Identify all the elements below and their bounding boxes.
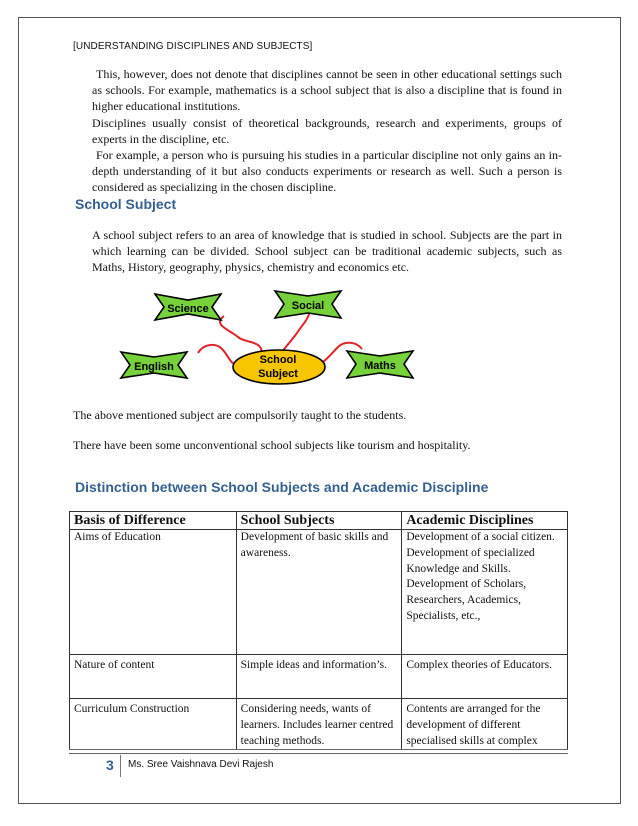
distinction-heading: Distinction between School Subjects and Academic Discipline [75,479,489,495]
node-science: Science [167,303,209,315]
school-subject-heading: School Subject [75,196,177,212]
column-header-basis: Basis of Difference [70,512,237,530]
cell-academic-part-2: Researchers, Academics, Specialists, etc., [406,594,521,622]
cell-academic: Contents are arranged for the development of different specialised skills at complex [402,699,568,750]
cell-academic: Complex theories of Educators. [402,655,568,699]
footer-author: Ms. Sree Vaishnava Devi Rajesh [128,759,274,770]
cell-school: Simple ideas and information’s. [236,655,402,699]
cell-school: Considering needs, wants of learners. Includes learner centred teaching methods. [236,699,402,750]
distinction-table [69,511,568,749]
school-subject-paragraph [92,227,562,276]
center-label-line1: School [259,354,297,366]
table-row [70,699,568,750]
node-english: English [134,361,174,373]
compulsory-sentence: The above mentioned subject are compulsorily taught to the students. [73,408,407,422]
page-number: 3 [106,757,114,773]
cell-basis: Nature of content [70,655,237,699]
cell-basis: Curriculum Construction [70,699,237,750]
cell-academic-part-1: Development of a social citizen. Development of specialized Knowledge and Skills. Development of Scholars, [406,531,555,591]
node-maths: Maths [364,360,396,372]
cell-basis: Aims of Education [70,530,237,655]
intro-paragraph-1: This, however, does not denote that disciplines cannot be seen in other educational settings such as schools. For example, mathematics is a school subject that is also a discipline that is found in higher educational institutions. [92,67,562,114]
cell-academic [402,530,568,655]
intro-paragraphs [92,66,562,196]
node-social: Social [291,300,325,312]
connector-social [282,311,310,352]
center-label-line2: Subject [258,368,298,380]
connector-english [198,345,236,365]
connector-science [220,316,262,353]
school-subject-text: A school subject refers to an area of knowledge that is studied in school. Subjects are the part in which learning can be divided. School subject can be traditional academic subjects, such as Maths, History, geography, physics, chemistry and economics etc. [92,228,562,275]
intro-paragraph-2: Disciplines usually consist of theoretical backgrounds, research and experiments, groups of experts in the discipline, etc. [92,115,562,146]
unconventional-sentence: There have been some unconventional school subjects like tourism and hospitality. [73,438,471,452]
table-row [70,655,568,699]
intro-paragraph-3: For example, a person who is pursuing his studies in a particular discipline not only gains an in-depth understanding of it but also conducts experiments or research as well. Such a person is considered as specializing in the chosen discipline. [92,148,562,195]
running-header: [UNDERSTANDING DISCIPLINES AND SUBJECTS] [73,41,313,52]
footer-rule [69,749,568,754]
cell-school: Development of basic skills and awareness. [236,530,402,655]
column-header-school: School Subjects [236,512,402,530]
table-row [70,530,568,655]
footer-separator [120,755,121,777]
column-header-academic: Academic Disciplines [402,512,568,530]
school-subject-diagram [112,285,432,395]
